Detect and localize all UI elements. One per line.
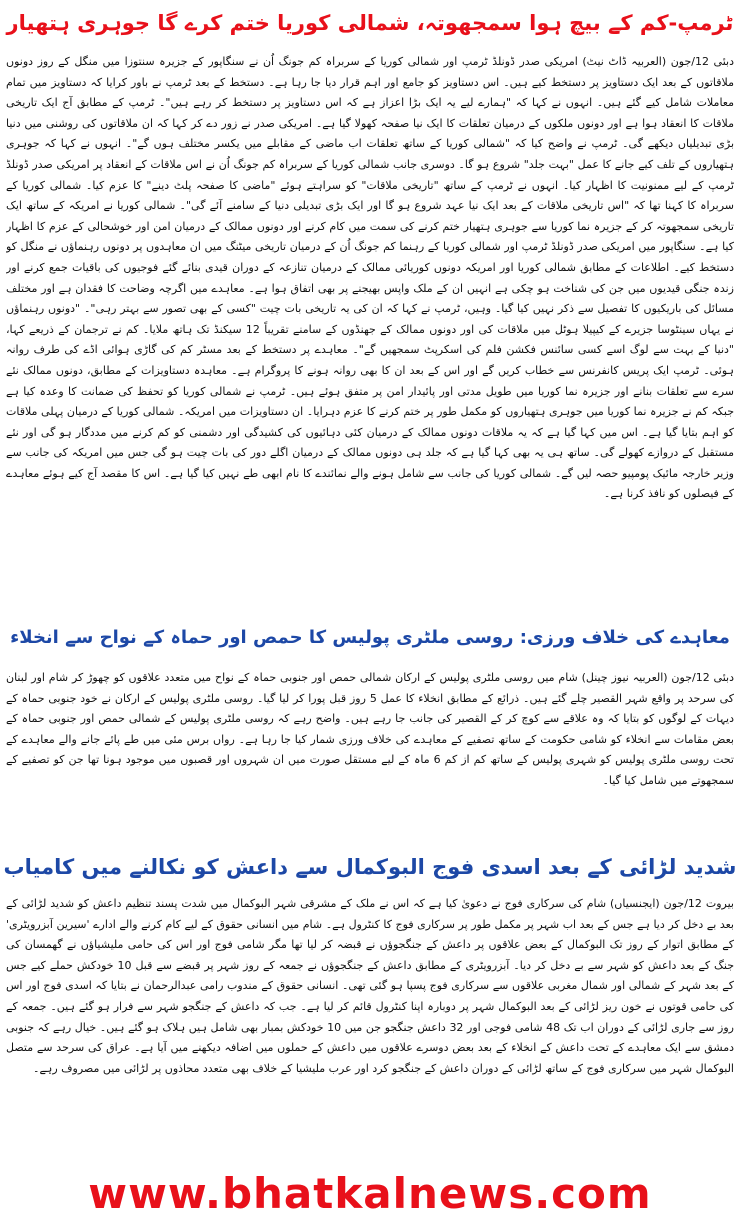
headline-russian-military-police: معاہدے کی خلاف ورزی: روسی ملٹری پولیس کا حمص اور حماہ کے نواح سے انخلاء [10,627,730,648]
headline-trump-kim-summit: ٹرمپ-کم کے بیچ ہوا سمجھوتہ، شمالی کوریا ختم کرے گا جوہری ہتھیار [6,11,734,35]
headline-albukamal-battle: شدید لڑائی کے بعد اسدی فوج البوکمال سے داعش کو نکالنے میں کامیاب [3,855,737,879]
article-body-russian-military-police: دبئی 12/جون (العربیہ نیوز چینل) شام میں روسی ملٹری پولیس کے ارکان شمالی حمص اور جنوبی حماہ کے نواح میں متعدد علاقوں کو چھوڑ کر شام اور لبنان کی سرحد پر واقع شہر القصیر چلے گئے ہیں۔ ذرائع کے مطابق انخلاء کا عمل 5 روز قبل پورا کر لیا گیا۔ روسی ملٹری پولیس کے ارکان نے خود جنوبی حماہ کے دیہات کے لوگوں کو بتایا کہ وہ علاقے سے کوچ کر کے القصیر کی جانب جا رہے ہیں۔ واضح رہے کہ روسی ملٹری پولیس کے شمالی حمص اور جنوبی حماہ کے بعض مقامات سے انخلاء کو شامی حکومت کے ساتھ تصفیے کے معاہدے کی خلاف ورزی شمار کیا جا رہا ہے۔ رواں برس مئی میں طے پائے جانے والے معاہدے کے تحت روسی ملٹری پولیس کو شہری پولیس کے ساتھ کم از کم 6 ماہ کے لیے مستقل صورت میں ان شہروں اور قصبوں میں موجود ہونا تھا جن کو تصفیے کے سمجھوتے میں شامل کیا گیا۔ [6,671,734,787]
footer-website-link[interactable]: www.bhatkalnews.com [88,1169,652,1218]
article-body-albukamal-battle: بیروت 12/جون (ایجنسیاں) شام کی سرکاری فوج نے دعویٰ کیا ہے کہ اس نے ملک کے مشرقی شہر البوکمال میں شدت پسند تنظیم داعش کو شدید لڑائی کے بعد بے دخل کر دیا ہے جس کے بعد اب شہر پر مکمل طور پر سرکاری فوج کا کنٹرول ہے۔ شام میں انسانی حقوق کے لیے کام کرنے والے ادارے 'سیرین آبزرویٹری' کے مطابق اتوار کے روز تک البوکمال کے بعض علاقوں پر داعش کے جنگجوؤں نے قبضہ کر لیا تھا مگر شامی فوج اور اس کی حامی ملیشیاؤں نے گھمسان کی جنگ کے بعد داعش کو شہر سے بے دخل کر دیا۔ آبزرویٹری کے مطابق داعش کے جنگجوؤں نے جمعہ کے روز شہر پر قبضے سے قبل 10 خودکش حملے کیے جس کے بعد شہر کے شمالی اور شمال مغربی علاقوں سے سرکاری فوج پسپا ہو گئی تھی۔ انسانی حقوق کے مندوب رامی عبدالرحمان نے بتایا کہ اسدی فوج اور اس کی حامی قوتوں نے خون ریز لڑائی کے بعد البوکمال شہر پر دوبارہ اپنا کنٹرول قائم کر لیا ہے۔ جب کہ داعش کے جنگجو شہر سے فرار ہو گئے ہیں۔ جمعہ کے روز سے جاری لڑائی کے دوران اب تک 48 شامی فوجی اور 32 داعش جنگجو جن میں 10 خودکش بمبار بھی شامل ہیں ہلاک ہو گئے ہیں۔ خیال رہے کہ جنوبی دمشق سے ایک معاہدے کے تحت داعش کے انخلاء کے بعد بعض دوسرے علاقوں میں داعش کے حملوں میں اضافہ دیکھنے میں آیا ہے۔ عراق کی سرحد سے متصل البوکمال شہر میں سرکاری فوج کے ساتھ لڑائی کے دوران داعش کے جنگجو کرد اور عرب ملیشیا کے خلاف بھی متعدد محاذوں پر لڑائی میں مصروف رہے۔ [6,897,734,1075]
article-body-trump-kim-summit: دبئی 12/جون (العربیہ ڈاٹ نیٹ) امریکی صدر ڈونلڈ ٹرمپ اور شمالی کوریا کے سربراہ کم جونگ اُن نے سنگاپور کے جزیرہ سنتوزا میں منگل کے روز دونوں ملاقاتوں کے بعد ایک دستاویز پر دستخط کیے ہیں۔ اس دستاویز کو جامع اور اہم قرار دیا جا رہا ہے۔ دستخط کے بعد ٹرمپ نے باور کرایا کہ دستاویز میں تمام معاملات شامل کیے گئے ہیں۔ انہوں نے کہا کہ "ہمارے لیے یہ ایک بڑا اعزاز ہے کہ اس دستاویز پر دستخط کر رہے ہیں"۔ ٹرمپ کے مطابق آج ایک تاریخی ملاقات کا انعقاد ہوا ہے اور دونوں ملکوں کے درمیان تعلقات کا ایک نیا صفحہ کھولا گیا ہے۔ امریکی صدر نے زور دے کر کہا کہ ان ملاقاتوں کی روشنی میں دنیا بڑی تبدیلیاں دیکھے گی۔ ٹرمپ نے واضح کیا کہ "شمالی کوریا کے ساتھ تعلقات اب ماضی کے مقابلے میں یکسر مختلف ہوں گے"۔ انہوں نے کہا کہ جوہری ہتھیاروں کے تلف کیے جانے کا عمل "بہت جلد" شروع ہو گا۔ دوسری جانب شمالی کوریا کے سربراہ کم جونگ اُن نے اس ملاقات کے انعقاد پر امریکی صدر ڈونلڈ ٹرمپ کے لیے ممنونیت کا اظہار کیا۔ انہوں نے ٹرمپ کے ساتھ "تاریخی ملاقات" کو سراہتے ہوئے "ماضی کا صفحہ پلٹ دینے" کا عزم کیا۔ شمالی کوریا کے سربراہ کا کہنا تھا کہ "اس تاریخی ملاقات کے بعد ایک نیا عہد شروع ہو گا اور ایک بڑی تبدیلی دنیا کے سامنے آئے گی"۔ شمالی کوریا نے امریکہ کے ساتھ ایک تاریخی سمجھوتہ کر کے جزیرہ نما کوریا سے جوہری ہتھیار ختم کرنے کی سمت میں کام کرنے اور دونوں ممالک کے درمیان امن اور خوشحالی کے عزم کا اظہار کیا ہے۔ سنگاپور میں امریکی صدر ڈونلڈ ٹرمپ اور شمالی کوریا کے رہنما کم جونگ اُن کے درمیان تاریخی میٹنگ میں ان معاہدوں پر دونوں رہنماؤں نے منگل کو دستخط کیے۔ اطلاعات کے مطابق شمالی کوریا اور امریکہ دونوں کوریائی ممالک کے درمیان تنازعہ کے دوران قیدی بنائے گئے فوجیوں کی باقیات جمع کرنے اور زندہ جنگی قیدیوں میں جن کی شناخت ہو چکی ہے انہیں ان کے ملک واپس بھیجنے پر بھی اتفاق ہوا ہے۔ معاہدے میں اگرچہ وضاحت کا فقدان ہے اور مختلف مسائل کی باریکیوں کا تفصیل سے ذکر نہیں کیا گیا۔ وہیں، ٹرمپ نے کہا کہ ان کی یہ تاریخی بات چیت "کسی کے بھی تصور سے بہتر رہی"۔ "دونوں رہنماؤں نے یہاں سینٹوسا جزیرے کے کیپیلا ہوٹل میں ملاقات کی اور دونوں ممالک کے جھنڈوں کے سامنے تقریباً 12 سیکنڈ تک ہاتھ ملایا۔ کم نے ترجمان کے ذریعے کہا، "دنیا کے بہت سے لوگ اسے کسی سائنس فکشن فلم کی اسکرپٹ سمجھیں گے"۔ معاہدے پر دستخط کے بعد مسٹر کم کی گاڑی ہوائی اڈے کی طرف روانہ ہوئی۔ ٹرمپ ایک پریس کانفرنس سے خطاب کریں گے اور اس کے بعد ان کا بھی روانہ ہونے کا پروگرام ہے۔ معاہدہ دستاویزات کے مطابق، دونوں ممالک نئے سرے سے تعلقات بنانے اور جزیرہ نما کوریا میں طویل مدتی اور پائیدار امن پر متفق ہوئے ہیں۔ ٹرمپ نے شمالی کوریا کو تحفظ کی ضمانت کا وعدہ کیا ہے جبکہ کم نے جزیرہ نما کوریا میں جوہری ہتھیاروں کو مکمل طور پر ختم کرنے کا عزم دہرایا۔ ان دستاویزات میں امریکہ۔ شمالی کوریا کے درمیان پہلی ملاقات کو اہم بتایا گیا ہے۔ اس میں کہا گیا ہے کہ یہ ملاقات دونوں ممالک کے درمیان کئی دہائیوں کی کشیدگی اور دشمنی کو کم کرنے میں مددگار ہو گی اور نئے مستقبل کے دروازے کھولے گی۔ ساتھ ہی یہ بھی کہا گیا ہے کہ جلد ہی دونوں ممالک کے درمیان اگلے دور کی بات چیت ہو گی جس میں امریکہ کی جانب سے وزیر خارجہ مائیک پومپیو حصہ لیں گے۔ شمالی کوریا کی جانب سے شامل ہونے والے نمائندے کا نام ابھی طے نہیں کیا گیا ہے۔ اس کا مقصد آج کیے ہوئے معاہدے کے فیصلوں کو نافذ کرنا ہے۔ [6,55,734,501]
